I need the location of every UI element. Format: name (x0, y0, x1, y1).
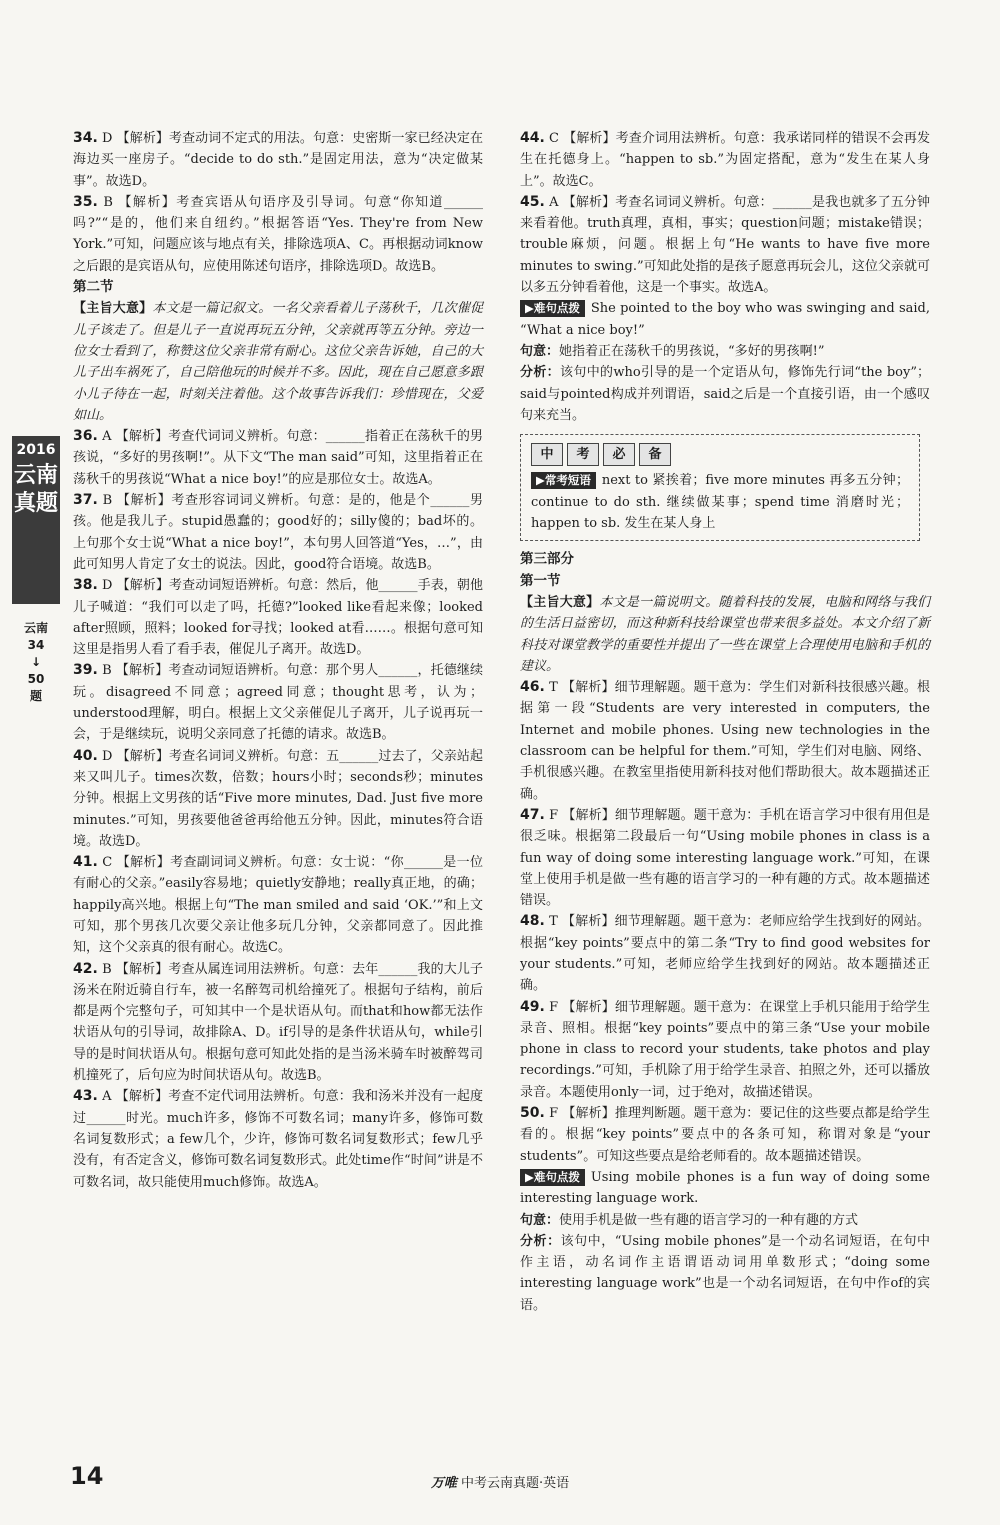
question-text: A 【解析】考查名词词义辨析。句意：______是我也就多了五分钟来看着他。truth真理，真相，事实；question问题；mistake错误；trouble麻烦，问题。根据上句“He wants to have five more minutes to swing.”可知此处指的是孩子愿意再玩会儿，这位父亲就可以多五分钟看着他，这是一个事实。故选A。 (520, 194, 930, 296)
analysis-label: 分析： (520, 365, 561, 381)
question-text: D 【解析】考查动词不定式的用法。句意：史密斯一家已经决定在海边买一座房子。“decide to do sth.”是固定用法，意为“决定做某事”。故选D。 (73, 131, 483, 189)
question-text: B 【解析】考查动词短语辨析。句意：那个男人______，托德继续玩。disagreed不同意；agreed同意；thought思考，认为；understood理解，明白。根据上文父亲催促儿子离开，儿子说再玩一会，于是继续玩，说明父亲同意了托德的请求。故选B。 (73, 663, 483, 743)
question-45 (520, 192, 930, 298)
page-number: 14 (70, 1462, 104, 1490)
question-42 (73, 959, 483, 1087)
heading-char: 考 (567, 443, 599, 466)
summary-paragraph (73, 298, 483, 426)
analysis-label: 分析： (520, 1233, 561, 1249)
common-phrases-tag: ▶常考短语 (531, 472, 596, 489)
hard-sentence-text: Using mobile phones is a fun way of doing some interesting language work. (520, 1169, 930, 1207)
summary-label: 【主旨大意】 (520, 594, 600, 610)
question-text: B 【解析】考查形容词词义辨析。句意：是的，他是个______男孩。他是我儿子。stupid愚蠢的；good好的；silly傻的；bad坏的。上句那个女士说“What a nice boy!”，本句男人回答道“Yes，…”，由此可知男人肯定了女士的说法。因此，good符合语境。故选B。 (73, 493, 483, 572)
question-41 (73, 852, 483, 958)
hard-sentence-tag: ▶难句点拨 (520, 300, 585, 317)
question-number: 50. (520, 1105, 545, 1122)
section-title: 第一节 (520, 572, 561, 589)
question-34 (73, 128, 483, 192)
question-number: 46. (520, 679, 545, 696)
question-number: 47. (520, 806, 545, 823)
question-text: B 【解析】考查宾语从句语序及引导词。句意“你知道______吗?”“是的，他们来自纽约。”根据答语“Yes. They're from New York.”可知，问题应该与地点有关，排除选项A、C。再根据动词know之后跟的是宾语从句，应使用陈述句语序，排除选项D。故选B。 (73, 194, 483, 274)
question-39 (73, 660, 483, 745)
question-47 (520, 805, 930, 911)
exam-essentials-heading (531, 443, 909, 466)
exam-essentials-box (520, 434, 920, 541)
question-number: 39. (73, 662, 98, 679)
heading-char: 必 (603, 443, 635, 466)
question-38 (73, 575, 483, 660)
footer-title: 中考云南真题·英语 (460, 1476, 570, 1491)
heading-char: 中 (531, 443, 563, 466)
question-text: T 【解析】细节理解题。题干意为：老师应给学生找到好的网站。根据“key points”要点中的第二条“Try to find good websites for your students.”可知，老师应给学生找到好的网站。故本题描述正确。 (520, 914, 930, 994)
meaning-label: 句意： (520, 1212, 560, 1228)
question-43 (73, 1086, 483, 1192)
question-36 (73, 426, 483, 490)
footer (0, 1472, 1000, 1491)
hard-sentence-1-analysis (520, 362, 930, 426)
question-50 (520, 1103, 930, 1167)
question-number: 43. (73, 1088, 98, 1105)
analysis-text: 该句中的who引导的是一个定语从句，修饰先行词“the boy”；said与pointed构成并列谓语，said之后是一个直接引语，由一个感叹句来充当。 (520, 365, 930, 423)
question-number: 40. (73, 747, 98, 764)
side-tab-title: 云南真题 (13, 463, 58, 516)
left-column (73, 128, 483, 1193)
side-range-region: 云南 (23, 621, 48, 635)
part-title: 第三部分 (520, 551, 574, 568)
summary-text: 本文是一篇记叙文。一名父亲看着儿子荡秋千，几次催促儿子该走了。但是儿子一直说再玩五分钟，父亲就再等五分钟。旁边一位女士看到了，称赞这位父亲非常有耐心。这位父亲告诉她，自己的大儿子出车祸死了，自己陪他玩的时候并不多。因此，现在自己愿意多跟小儿子待在一起，时刻关注着他。这个故事告诉我们：珍惜现在，父爱如山。 (73, 301, 483, 423)
question-37 (73, 490, 483, 575)
question-text: C 【解析】考查介词用法辨析。句意：我承诺同样的错误不会再发生在托德身上。“happen to sb.”为固定搭配，意为“发生在某人身上”。故选C。 (520, 131, 930, 189)
question-40 (73, 746, 483, 852)
question-text: F 【解析】细节理解题。题干意为：手机在语言学习中很有用但是很乏味。根据第二段最后一句“Using mobile phones in class is a fun way of doing some interesting language work.”可知，在课堂上使用手机是做一些有趣的语言学习的一种有趣的方式。故本题描述错误。 (520, 807, 931, 909)
summary-text: 本文是一篇说明文。随着科技的发展，电脑和网络与我们的生活日益密切，而这种新科技给课堂也带来很多益处。本文介绍了新科技对课堂教学的重要性并提出了一些在课堂上合理使用电脑和手机的建议。 (520, 594, 930, 674)
question-number: 35. (73, 193, 98, 210)
hard-sentence-1-meaning (520, 341, 930, 362)
side-range-unit: 题 (29, 689, 42, 703)
question-49 (520, 997, 930, 1103)
side-range-from: 34 (27, 638, 45, 652)
question-number: 45. (520, 193, 545, 210)
question-text: C 【解析】考查副词词义辨析。句意：女士说：“你______是一位有耐心的父亲。”easily容易地；quietly安静地；really真正地，的确；happily高兴地。根据上句“The man smiled and said ‘OK.’”和上文可知，那个男孩几次要父亲让他多玩几分钟，父亲都同意了。因此推知，这个父亲真的很有耐心。故选C。 (73, 855, 483, 956)
hard-sentence-1 (520, 298, 930, 341)
question-48 (520, 911, 930, 996)
question-44 (520, 128, 930, 192)
question-text: B 【解析】考查从属连词用法辨析。句意：去年______我的大儿子汤米在附近骑自行车，被一名醉驾司机给撞死了。根据句子结构，前后都是两个完整句子，可知其中一个是状语从句。而that和how都无法作状语从句的引导词，故排除A、D。if引导的是条件状语从句，while引导的是时间状语从句。根据句意可知此处指的是当汤米骑车时被醉驾司机撞死了，后句应为时间状语从句。故选B。 (73, 961, 483, 1084)
question-number: 41. (73, 854, 98, 871)
side-range (14, 620, 58, 705)
question-number: 49. (520, 998, 545, 1015)
hard-sentence-2-meaning (520, 1210, 930, 1231)
summary-label: 【主旨大意】 (73, 301, 153, 317)
meaning-label: 句意： (520, 343, 560, 359)
question-text: D 【解析】考查动词短语辨析。句意：然后，他______手表，朝他儿子喊道：“我们可以走了吗，托德?”looked like看起来像；looked after照顾，照料；looked for寻找；looked at看……。根据句意可知这里是指男人看了看手表，催促儿子离开。故选D。 (73, 578, 483, 658)
question-text: F 【解析】细节理解题。题干意为：在课堂上手机只能用于给学生录音、照相。根据“key points”要点中的第三条“Use your mobile phone in class to record your students, take photos and play recordings.”可知，手机除了用于给学生录音、拍照之外，还可以播放录音。本题使用only一词，过于绝对，故描述错误。 (520, 999, 931, 1100)
heading-char: 备 (639, 443, 671, 466)
brand-logo: 万唯 (430, 1476, 457, 1491)
question-number: 42. (73, 960, 98, 977)
question-text: F 【解析】推理判断题。题干意为：要记住的这些要点都是给学生看的。根据“key points”要点中的各条可知，称谓对象是“your students”。可知这些要点是给老师看的。故本题描述错误。 (520, 1106, 931, 1164)
hard-sentence-2-analysis (520, 1231, 930, 1316)
question-text: A 【解析】考查不定代词用法辨析。句意：我和汤米并没有一起度过______时光。much许多，修饰不可数名词；many许多，修饰可数名词复数形式；a few几个，少许，修饰可数名词复数形式；few几乎没有，有否定含义，修饰可数名词复数形式。此处time作“时间”讲是不可数名词，故只能使用much修饰。故选A。 (73, 1089, 483, 1190)
side-range-arrow: ↓ (30, 655, 42, 669)
question-number: 38. (73, 577, 98, 594)
question-46 (520, 677, 930, 805)
question-text: T 【解析】细节理解题。题干意为：学生们对新科技很感兴趣。根据第一段“Students are very interested in computers, the Internet and mobile phones. Using new technologies in the classroom can be helpful for them.”可知，学生们对电脑、网络、手机很感兴趣。在教室里指使用新科技对他们帮助很大。故本题描述正确。 (520, 680, 930, 802)
side-tab-year: 2016 (16, 442, 56, 458)
question-number: 44. (520, 130, 545, 146)
right-column (520, 128, 930, 1316)
question-number: 34. (73, 130, 98, 146)
common-phrases-text: next to 紧挨着；five more minutes 再多五分钟；continue to do sth. 继续做某事；spend time 消磨时光；happen to sb. 发生在某人身上 (531, 473, 909, 532)
question-number: 37. (73, 492, 98, 509)
question-text: D 【解析】考查名词词义辨析。句意：五______过去了，父亲站起来又叫儿子。times次数，倍数；hours小时；seconds秒；minutes分钟。根据上文男孩的话“Five more minutes, Dad. Just five more minutes.”可知，男孩要他爸爸再给他五分钟。因此，minutes符合语境。故选D。 (73, 748, 483, 849)
hard-sentence-text: She pointed to the boy who was swinging and said, “What a nice boy!” (520, 301, 930, 338)
meaning-text: 她指着正在荡秋千的男孩说，“多好的男孩啊!” (559, 343, 825, 359)
section-title: 第二节 (73, 279, 114, 296)
question-number: 36. (73, 428, 98, 445)
side-tab (12, 436, 60, 604)
side-range-to: 50 (27, 672, 45, 686)
hard-sentence-2 (520, 1167, 930, 1210)
question-number: 48. (520, 913, 545, 930)
common-phrases (531, 470, 909, 534)
analysis-text: 该句中，“Using mobile phones”是一个动名词短语，在句中作主语，动名词作主语谓语动词用单数形式；“doing some interesting language work”也是一个动名词短语，在句中作of的宾语。 (520, 1233, 930, 1313)
hard-sentence-tag: ▶难句点拨 (520, 1169, 585, 1186)
meaning-text: 使用手机是做一些有趣的语言学习的一种有趣的方式 (559, 1212, 859, 1228)
question-35 (73, 192, 483, 277)
summary-paragraph (520, 592, 930, 677)
question-text: A 【解析】考查代词词义辨析。句意：______指着正在荡秋千的男孩说，“多好的男孩啊!”。从下文“The man said”可知，这里指着正在荡秋千的男孩说“What a nice boy!”的应是那位女士。故选A。 (73, 429, 483, 487)
